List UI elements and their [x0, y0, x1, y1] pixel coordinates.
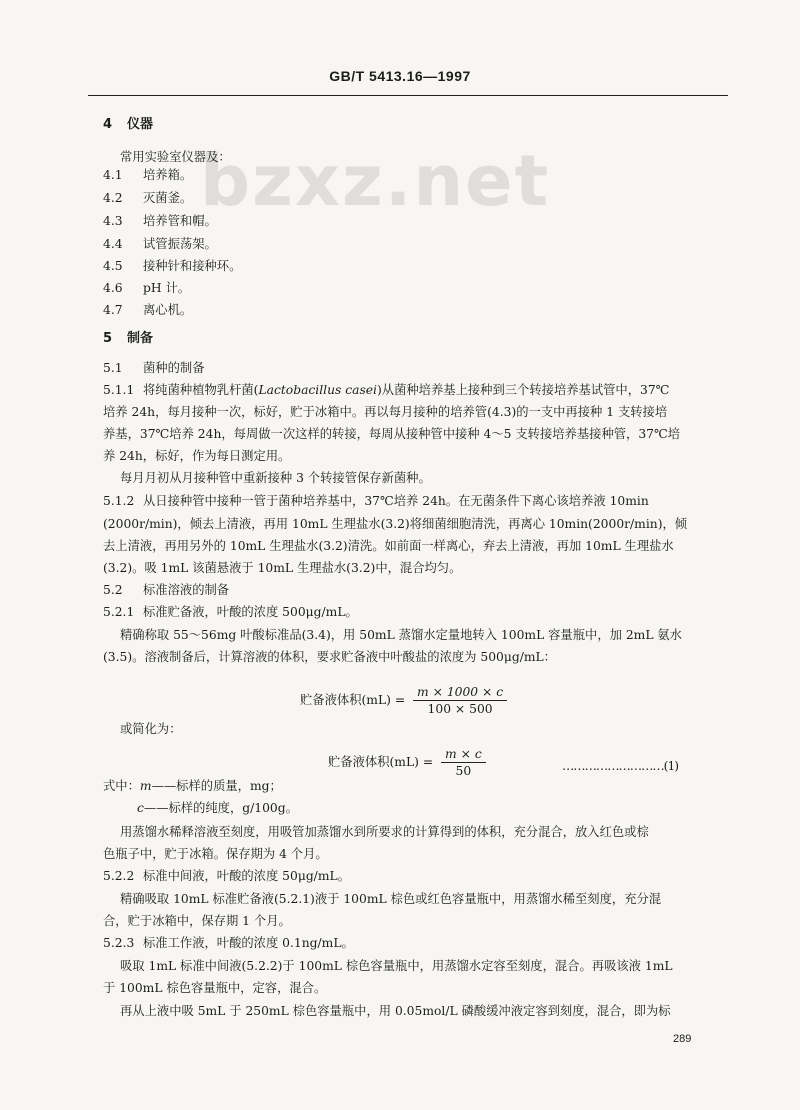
clause-5-2-3-line-3: 再从上液中吸 5mL 于 250mL 棕色容量瓶中，用 0.05mol/L 磷酸缓冲液定容到刻度，混合，即为标	[120, 1004, 671, 1018]
header-rule	[88, 95, 728, 96]
clause-5-1-1-line-2: 培养 24h，每月接种一次，标好，贮于冰箱中。再以每月接种的培养管(4.3)的一支中再接种 1 支转接培	[103, 405, 668, 419]
clause-5-1-1-line-3: 养基，37℃培养 24h，每周做一次这样的转接，每周从接种管中接种 4～5 支转接培养基接种管，37℃培	[103, 427, 681, 441]
instrument-item: 4.4 试管振荡架。	[103, 237, 217, 251]
instrument-item: 4.7 离心机。	[103, 303, 193, 317]
clause-5-2-3-heading: 5.2.3 标准工作液，叶酸的浓度 0.1ng/mL。	[103, 936, 354, 950]
watermark: bzxz.net	[200, 140, 551, 222]
clause-5-1-1-line-1: 5.1.1 将纯菌种植物乳杆菌(Lactobacillus casei)从菌种培养基上接种到三个转接培养基试管中，37℃	[103, 383, 670, 397]
dilution-line-2: 色瓶子中，贮于冰箱。保存期为 4 个月。	[103, 847, 328, 861]
where-c-line: c——标样的纯度，g/100g。	[137, 801, 298, 815]
latin-species-name: Lactobacillus casei	[258, 383, 377, 397]
clause-5-2-3-line-1: 吸取 1mL 标准中间液(5.2.2)于 100mL 棕色容量瓶中，用蒸馏水定容至刻度，混合。再吸该液 1mL	[120, 959, 673, 973]
section-4-intro: 常用实验室仪器及：	[120, 150, 231, 164]
clause-5-2-1-line-1: 精确称取 55～56mg 叶酸标准品(3.4)，用 50mL 蒸馏水定量地转入 100mL 容量瓶中，加 2mL 氨水	[120, 628, 682, 642]
formula-stock-volume: 贮备液体积(mL) = $\frac{m \times 1000 \times c}{100 \times 500}$	[300, 685, 507, 716]
instrument-item: 4.2 灭菌釜。	[103, 191, 193, 205]
clause-5-2-2-line-2: 合，贮于冰箱中，保存期 1 个月。	[103, 914, 291, 928]
simplify-label: 或简化为：	[120, 722, 182, 736]
instrument-item: 4.6 pH 计。	[103, 281, 191, 295]
formula-fraction: $\frac{m \times c}{50}$	[441, 747, 486, 778]
clause-5-1-2-line-3: 去上清液，再用另外的 10mL 生理盐水(3.2)清洗。如前面一样离心，弃去上清液，再加 10mL 生理盐水	[103, 539, 674, 553]
clause-5-2-1-line-2: (3.5)。溶液制备后，计算溶液的体积，要求贮备液中叶酸盐的浓度为 500μg/mL：	[103, 650, 556, 664]
equation-number: ………………………(1)	[562, 759, 679, 773]
where-m-line: 式中：m——标样的质量，mg；	[103, 779, 282, 793]
instrument-item: 4.3 培养管和帽。	[103, 214, 217, 228]
formula-1-simplified: 贮备液体积(mL) = $\frac{m \times c}{50}$	[328, 747, 486, 778]
clause-5-2-3-line-2: 于 100mL 棕色容量瓶中，定容，混合。	[103, 981, 327, 995]
standard-code-header: GB/T 5413.16—1997	[329, 68, 471, 84]
instrument-item: 4.1 培养箱。	[103, 168, 193, 182]
clause-5-2-1-heading: 5.2.1 标准贮备液，叶酸的浓度 500μg/mL。	[103, 605, 358, 619]
section-5-heading: 5 制备	[103, 331, 154, 346]
clause-5-2-2-line-1: 精确吸取 10mL 标准贮备液(5.2.1)液于 100mL 棕色或红色容量瓶中，用蒸馏水稀至刻度，充分混	[120, 892, 662, 906]
clause-5-1-1-line-4: 养 24h，标好，作为每日测定用。	[103, 449, 291, 463]
clause-5-2-2-heading: 5.2.2 标准中间液，叶酸的浓度 50μg/mL。	[103, 869, 350, 883]
section-4-heading: 4 仪器	[103, 117, 154, 132]
subsection-5-1-heading: 5.1 菌种的制备	[103, 361, 205, 375]
clause-5-1-1-paragraph-2: 每月月初从月接种管中重新接种 3 个转接管保存新菌种。	[120, 471, 431, 485]
clause-5-1-2-line-4: (3.2)。吸 1mL 该菌悬液于 10mL 生理盐水(3.2)中，混合均匀。	[103, 561, 462, 575]
formula-fraction: $\frac{m \times 1000 \times c}{100 \times 500}$	[413, 685, 507, 716]
subsection-5-2-heading: 5.2 标准溶液的制备	[103, 583, 230, 597]
page-number: 289	[673, 1033, 692, 1045]
instrument-item: 4.5 接种针和接种环。	[103, 259, 242, 273]
clause-5-1-2-line-2: (2000r/min)，倾去上清液，再用 10mL 生理盐水(3.2)将细菌细胞清洗，再离心 10min(2000r/min)，倾	[103, 517, 688, 531]
clause-5-1-2-line-1: 5.1.2 从日接种管中接种一管于菌种培养基中，37℃培养 24h。在无菌条件下离心该培养液 10min	[103, 494, 649, 508]
dilution-line-1: 用蒸馏水稀释溶液至刻度，用吸管加蒸馏水到所要求的计算得到的体积，充分混合，放入红色或棕	[120, 825, 649, 839]
